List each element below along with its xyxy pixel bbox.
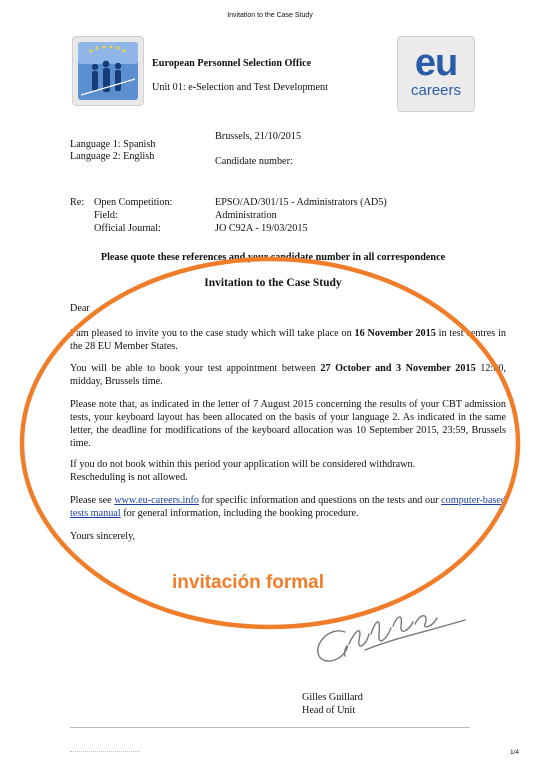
closing: Yours sincerely, xyxy=(70,531,136,542)
ref-value-competition: EPSO/AD/301/15 - Administrators (AD5) xyxy=(215,197,387,208)
case-study-date: 16 November 2015 xyxy=(354,328,436,339)
salutation: Dear xyxy=(70,303,90,314)
careers-logo-text: careers xyxy=(410,82,462,99)
document-title: Invitation to the Case Study xyxy=(227,12,313,19)
eu-careers-link[interactable]: www.eu-careers.info xyxy=(114,495,199,506)
eu-logo-text: eu xyxy=(414,42,458,84)
language-2: Language 2: English xyxy=(70,151,155,162)
annotation-text: invitación formal xyxy=(172,572,325,593)
signature-name: Gilles Guillard xyxy=(302,692,363,703)
paragraph-keyboard-layout: Please note that, as indicated in the letter of 7 August 2015 concerning the results of your CBT admission tests, your keyboard layout has been allocated on the basis of your language 2. As indicated in the same letter, the deadline for modifications of the keyboard allocation was 10 September 2015, 23:59, Brussels time. xyxy=(70,399,506,449)
signature-title: Head of Unit xyxy=(302,705,356,716)
ref-value-field: Administration xyxy=(215,210,277,221)
candidate-number-label: Candidate number: xyxy=(215,156,293,167)
p1-text-c: in test centres in the 28 EU Member States. xyxy=(70,328,506,352)
cbt-manual-link[interactable]: computer-based tests manual xyxy=(70,495,506,519)
ref-label-competition: Open Competition: xyxy=(94,197,173,208)
p2-text-c: 12:00, midday, Brussels time. xyxy=(70,363,506,387)
ref-label-field: Field: xyxy=(94,210,118,221)
references-notice: Please quote these references and your candidate number in all correspondence xyxy=(100,252,446,263)
place-date: Brussels, 21/10/2015 xyxy=(215,131,302,142)
footer-divider xyxy=(70,727,470,728)
p4-line-a: If you do not book within this period your application will be considered withdrawn. xyxy=(70,459,416,470)
page-number: 1/4 xyxy=(510,749,520,756)
language-1: Language 1: Spanish xyxy=(70,139,156,150)
signature-scribble xyxy=(305,604,475,674)
p4-line-b: Rescheduling is not allowed. xyxy=(70,472,188,483)
p5-text-b: for specific information and questions on the tests and our xyxy=(198,495,442,506)
booking-period: 27 October and 3 November 2015 xyxy=(320,363,476,374)
ref-label-journal: Official Journal: xyxy=(94,223,161,234)
re-label: Re: xyxy=(70,197,85,208)
letter-heading: Invitation to the Case Study xyxy=(204,277,342,289)
p5-text-c: for general information, including the booking procedure. xyxy=(120,508,359,519)
p1-text-a: I am pleased to invite you to the case study which will take place on xyxy=(70,328,355,339)
p2-text-a: You will be able to book your test appointment between xyxy=(70,363,321,374)
ref-value-journal: JO C92A - 19/03/2015 xyxy=(215,223,308,234)
org-name: European Personnel Selection Office xyxy=(152,58,312,69)
footer-faint-marks xyxy=(70,751,140,753)
p5-text-a: Please see xyxy=(70,495,115,506)
unit-name: Unit 01: e-Selection and Test Development xyxy=(152,82,328,93)
